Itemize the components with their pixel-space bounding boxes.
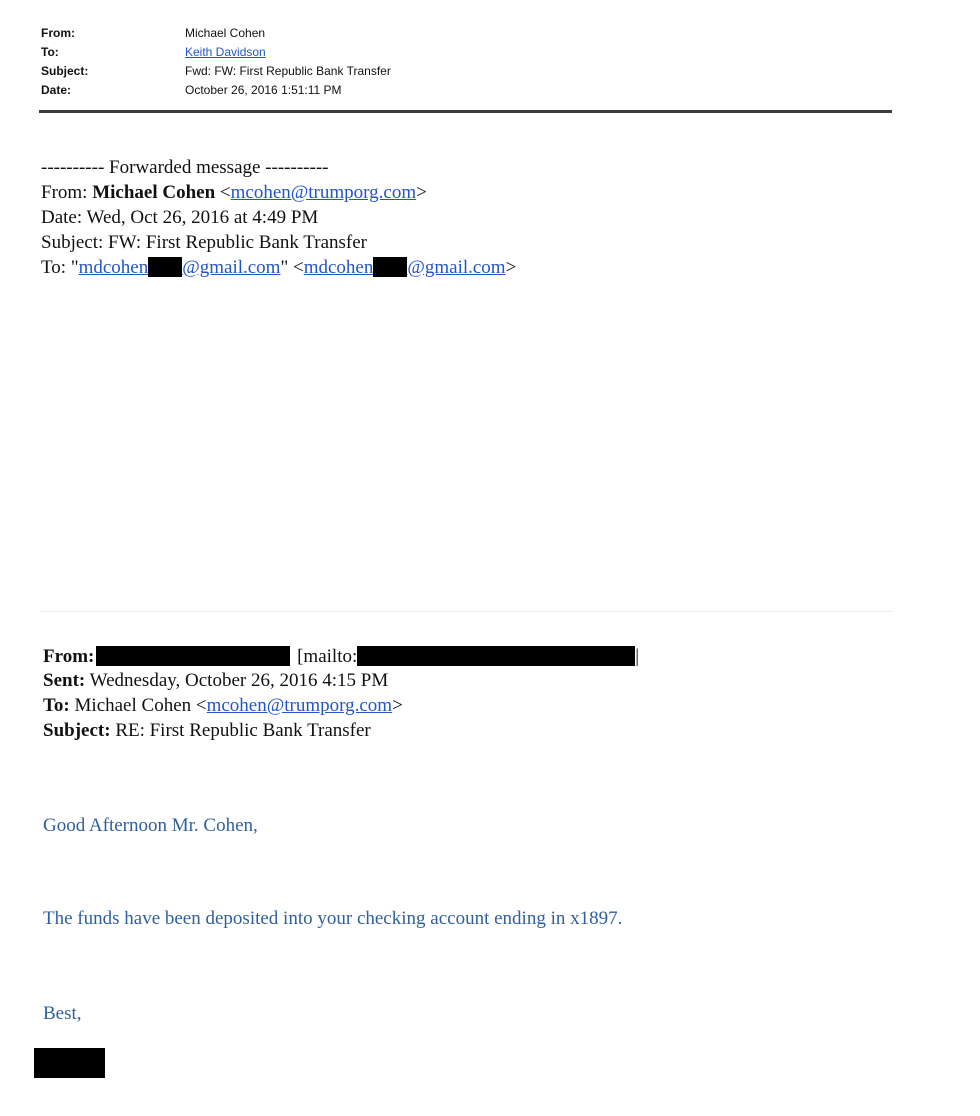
original-to-email-link[interactable]: mcohen@trumporg.com [206,695,393,716]
header-date-label: Date: [41,83,72,97]
original-to-name: Michael Cohen [74,695,192,716]
original-to-label: To: [43,695,70,716]
header-divider [39,110,892,113]
original-sent-value: Wednesday, October 26, 2016 4:15 PM [89,670,389,691]
body-closing: Best, [43,1003,82,1024]
forwarded-to-email-link-2[interactable]: mdcohen @gmail.com [303,257,506,278]
body-message: The funds have been deposited into your checking account ending in x1897. [43,908,623,929]
original-subject-line [43,718,371,743]
original-from-line: From: [mailto: | [43,646,640,667]
forwarded-subject-line: Subject: FW: First Republic Bank Transfer [41,232,367,253]
forwarded-from-email-link[interactable]: mcohen@trumporg.com [230,182,417,203]
redaction-block [357,646,635,666]
original-to-line: To: Michael Cohen <mcohen@trumporg.com> [43,695,403,716]
faint-divider [40,611,892,612]
original-subject-value: RE: First Republic Bank Transfer [115,720,371,741]
original-sent-line [43,668,388,693]
header-subject-label: Subject: [41,64,89,78]
forwarded-to-label: To: [41,257,67,278]
forwarded-to-line: To: "mdcohen @gmail.com" <mdcohen @gmail.com> [41,257,517,278]
original-sent-label: Sent: [43,670,86,691]
redaction-block [148,257,182,277]
header-to-label: To: [41,45,59,59]
signature-redaction-block [34,1048,105,1078]
header-from-label: From: [41,26,75,40]
original-from-label: From: [43,646,95,667]
header-to-link[interactable]: Keith Davidson [185,45,266,59]
header-subject-value: Fwd: FW: First Republic Bank Transfer [185,64,391,78]
original-subject-label: Subject: [43,720,111,741]
forwarded-from-label: From: [41,182,88,203]
body-greeting: Good Afternoon Mr. Cohen, [43,815,258,836]
header-date-value: October 26, 2016 1:51:11 PM [185,83,342,97]
header-from-value: Michael Cohen [185,26,266,40]
forwarded-separator: ---------- Forwarded message ---------- [41,157,329,178]
forwarded-date-line: Date: Wed, Oct 26, 2016 at 4:49 PM [41,207,319,228]
forwarded-from-name: Michael Cohen [92,182,216,203]
redaction-block [373,257,407,277]
redaction-block [96,646,290,666]
forwarded-to-email-link-1[interactable]: mdcohen @gmail.com [78,257,281,278]
original-mailto-label: [mailto: [297,646,358,667]
forwarded-from-line: From: Michael Cohen <mcohen@trumporg.com> [41,182,427,203]
